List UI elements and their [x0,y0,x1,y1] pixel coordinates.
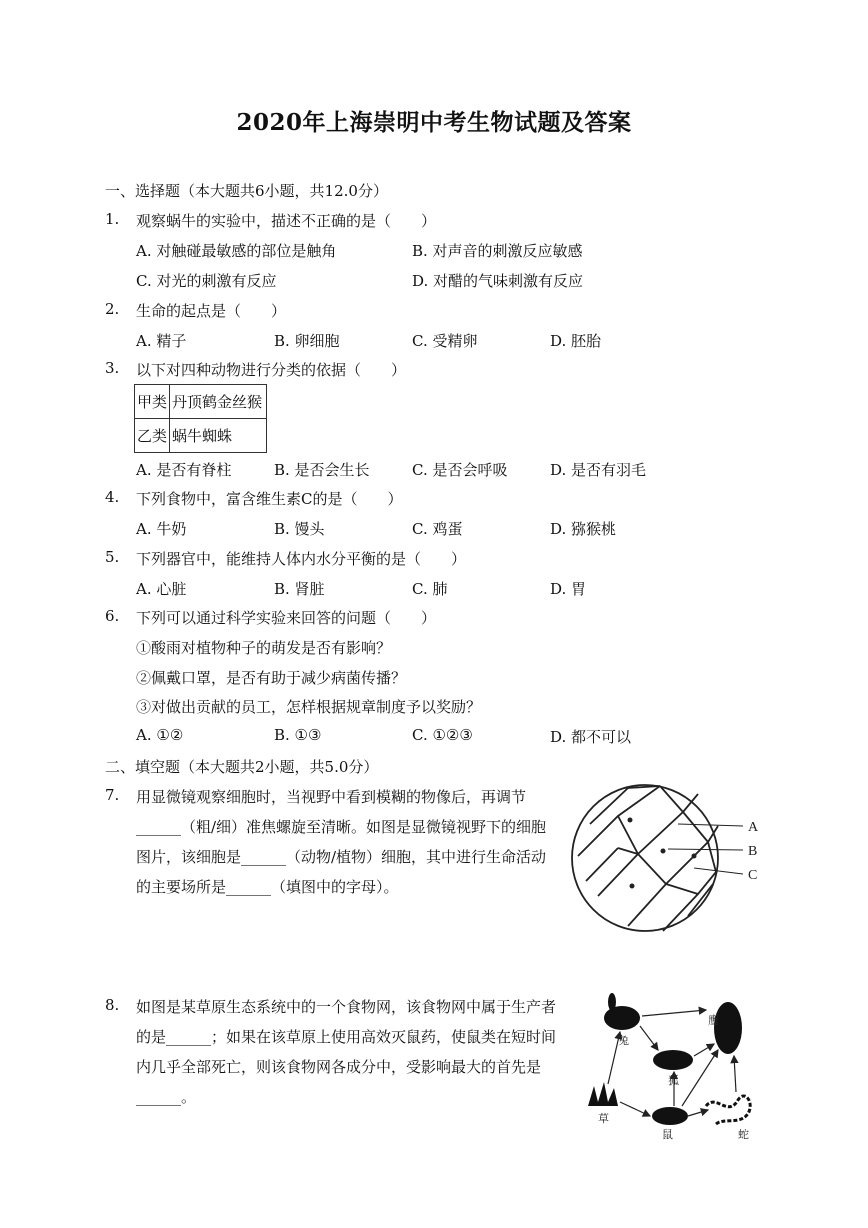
question-text-line: 用显微镜观察细胞时，当视野中看到模糊的物像后，再调节 [136,788,527,806]
section-header-fill: 二、填空题（本大题共2小题，共5.0分） [105,758,379,776]
option-b: B. 对声音的刺激反应敏感 [412,242,583,260]
question-text-line: 的是______；如果在该草原上使用高效灭鼠药，使鼠类在短时间 [136,1028,557,1046]
option-b: B. 馒头 [274,520,325,538]
question-text-line: 内几乎全部死亡，则该食物网各成分中，受影响最大的首先是 [136,1058,542,1076]
option-a: A. ①② [136,726,184,744]
option-d: D. 是否有羽毛 [550,461,647,479]
question-number: 1. [105,210,120,228]
table-cell: 甲类 [135,385,170,419]
option-b: B. 肾脏 [274,580,325,598]
question-text-line: ______。 [136,1088,197,1106]
question-number: 6. [105,607,120,625]
question-stem: 生命的起点是（ ） [136,302,287,320]
question-number: 4. [105,488,120,506]
option-d: D. 猕猴桃 [550,520,617,538]
question-stem: 下列食物中，富含维生素C的是（ ） [136,490,403,508]
option-c: C. 对光的刺激有反应 [136,272,277,290]
plant-cell-micrograph [568,776,768,942]
mouse-icon [652,1107,688,1125]
label-fox: 狐 [668,1075,679,1087]
page-title: 2020年上海崇明中考生物试题及答案 [236,109,632,136]
table-cell: 丹顶鹤金丝猴 [170,385,267,419]
table-row [135,385,267,419]
table-cell: 乙类 [135,419,170,453]
label-c: C [748,868,758,883]
question-text-line: 的主要场所是______（填图中的字母）。 [136,878,399,896]
option-b: B. ①③ [274,726,322,744]
option-c: C. 鸡蛋 [412,520,463,538]
option-a: A. 对触碰最敏感的部位是触角 [136,242,337,260]
question-stem: 下列可以通过科学实验来回答的问题（ ） [136,609,437,627]
option-b: B. 卵细胞 [274,332,340,350]
section-header-choice: 一、选择题（本大题共6小题，共12.0分） [105,182,388,200]
food-web-diagram [578,988,768,1148]
question-text-line: 图片，该细胞是______（动物/植物）细胞，其中进行生命活动 [136,848,547,866]
question-number: 8. [105,996,120,1014]
option-c: C. 是否会呼吸 [412,461,508,479]
classification-table [134,384,267,453]
statement-item: ②佩戴口罩，是否有助于减少病菌传播？ [136,669,407,687]
option-b: B. 是否会生长 [274,461,370,479]
question-number: 3. [105,359,120,377]
microscope-field-circle [572,785,718,931]
grass-icon [588,1082,618,1106]
table-cell: 蜗牛蜘蛛 [170,419,267,453]
label-grass: 草 [598,1113,609,1125]
option-c: C. 肺 [412,580,448,598]
table-row [135,419,267,453]
label-a: A [748,820,759,835]
label-hawk: 鹰 [708,1015,719,1027]
option-c: C. ①②③ [412,726,473,744]
option-d: D. 胚胎 [550,332,602,350]
option-a: A. 精子 [136,332,187,350]
option-d: D. 对醋的气味刺激有反应 [412,272,584,290]
label-mouse: 鼠 [662,1129,673,1141]
question-number: 2. [105,300,120,318]
statement-item: ③对做出贡献的员工，怎样根据规章制度予以奖励？ [136,698,482,716]
label-snake: 蛇 [738,1129,749,1141]
rabbit-icon [604,1006,640,1030]
question-stem: 下列器官中，能维持人体内水分平衡的是（ ） [136,550,467,568]
option-a: A. 牛奶 [136,520,187,538]
option-d: D. 胃 [550,580,587,598]
hawk-icon [714,1002,742,1054]
option-c: C. 受精卵 [412,332,478,350]
option-d: D. 都不可以 [550,728,632,746]
label-b: B [748,844,758,859]
option-a: A. 是否有脊柱 [136,461,232,479]
option-a: A. 心脏 [136,580,187,598]
fox-icon [653,1050,693,1070]
question-text-line: 如图是某草原生态系统中的一个食物网，该食物网中属于生产者 [136,998,557,1016]
question-number: 7. [105,786,120,804]
question-number: 5. [105,548,120,566]
question-stem: 以下对四种动物进行分类的依据（ ） [136,361,407,379]
question-stem: 观察蜗牛的实验中，描述不正确的是（ ） [136,212,437,230]
question-text-line: ______（粗/细）准焦螺旋至清晰。如图是显微镜视野下的细胞 [136,818,547,836]
snake-icon [706,1096,750,1124]
statement-item: ①酸雨对植物种子的萌发是否有影响？ [136,639,392,657]
label-rabbit: 兔 [618,1035,629,1047]
